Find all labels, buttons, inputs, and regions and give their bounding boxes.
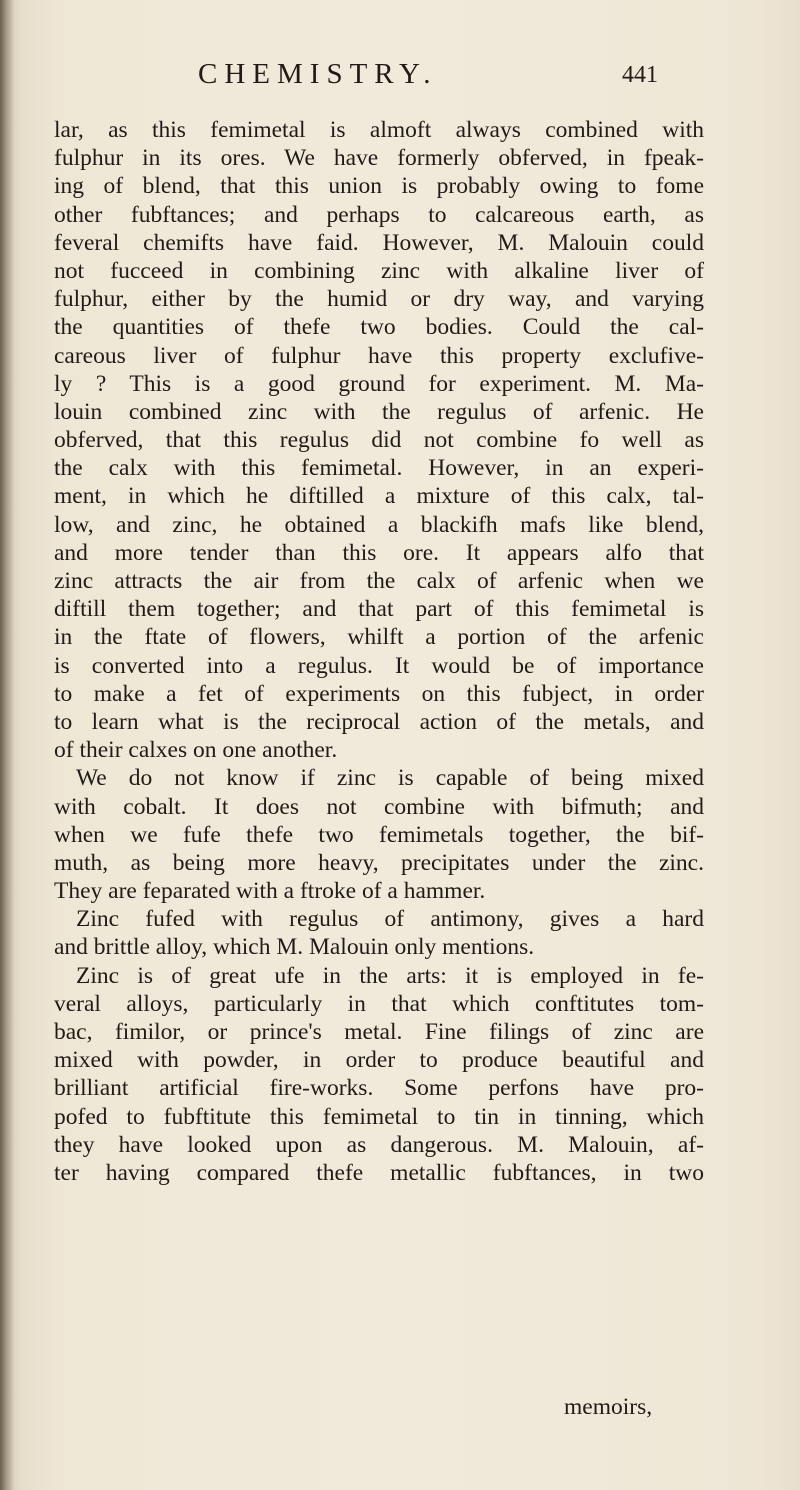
text-line: feveral chemifts have faid. However, M. Malouin could	[54, 229, 704, 256]
text-line: they have looked upon as dangerous. M. Malouin, af-	[54, 1131, 704, 1158]
gutter-shadow	[0, 0, 14, 1490]
text-line: of their calxes on one another.	[54, 737, 338, 764]
text-line: ter having compared thefe metallic fubftances, in two	[54, 1159, 704, 1186]
text-line: veral alloys, particularly in that which conftitutes tom-	[54, 990, 704, 1017]
text-line: other fubftances; and perhaps to calcareous earth, as	[54, 201, 704, 228]
text-line: fulphur, either by the humid or dry way, and varying	[54, 286, 704, 313]
paragraph	[54, 962, 704, 1188]
catchword: memoirs,	[564, 1394, 653, 1420]
text-line: to make a fet of experiments on this fubject, in order	[54, 680, 704, 707]
text-line: We do not know if zinc is capable of being mixed	[76, 765, 704, 792]
text-line: brilliant artificial fire-works. Some perfons have pro-	[54, 1075, 704, 1102]
text-line: obferved, that this regulus did not combine fo well as	[54, 427, 704, 454]
text-line: ly ? This is a good ground for experiment. M. Ma-	[54, 370, 704, 397]
text-line: the calx with this femimetal. However, in an experi-	[54, 455, 704, 482]
text-line: low, and zinc, he obtained a blackifh mafs like blend,	[54, 511, 704, 538]
text-line: not fucceed in combining zinc with alkaline liver of	[54, 257, 704, 284]
text-line: pofed to fubftitute this femimetal to tin in tinning, which	[54, 1103, 704, 1130]
text-line: when we fufe thefe two femimetals together, the bif-	[54, 821, 704, 848]
paragraph	[54, 905, 704, 961]
text-line: lar, as this femimetal is almoft always combined with	[54, 117, 704, 143]
text-line: mixed with powder, in order to produce beautiful and	[54, 1047, 704, 1074]
text-line: zinc attracts the air from the calx of arfenic when we	[54, 568, 704, 594]
text-line: They are feparated with a ftroke of a hammer.	[54, 878, 486, 905]
text-line: is converted into a regulus. It would be of importance	[54, 652, 704, 679]
text-line: and brittle alloy, which M. Malouin only mentions.	[54, 934, 535, 961]
text-line: to learn what is the reciprocal action of the metals, and	[54, 708, 704, 735]
running-title: CHEMISTRY.	[198, 58, 438, 90]
text-line: the quantities of thefe two bodies. Could the cal-	[54, 314, 704, 341]
paragraph	[54, 764, 704, 905]
body-text	[54, 116, 704, 1187]
page-number: 441	[622, 62, 658, 88]
text-line: Zinc is of great ufe in the arts: it is employed in fe-	[76, 962, 704, 989]
text-line: careous liver of fulphur have this property exclufive-	[54, 342, 704, 369]
text-line: and more tender than this ore. It appears alfo that	[54, 539, 704, 566]
text-line: muth, as being more heavy, precipitates under the zinc.	[54, 849, 704, 876]
text-line: Zinc fufed with regulus of antimony, gives a hard	[76, 906, 704, 933]
text-line: louin combined zinc with the regulus of arfenic. He	[54, 398, 704, 425]
text-line: ing of blend, that this union is probably owing to fome	[54, 173, 704, 200]
text-line: ment, in which he diftilled a mixture of this calx, tal-	[54, 483, 704, 510]
text-line: in the ftate of flowers, whilft a portion of the arfenic	[54, 624, 704, 651]
running-head	[0, 58, 800, 92]
paragraph	[54, 116, 704, 764]
text-line: fulphur in its ores. We have formerly obferved, in fpeak-	[54, 145, 704, 172]
text-line: diftill them together; and that part of this femimetal is	[54, 596, 704, 623]
text-line: bac, fimilor, or prince's metal. Fine filings of zinc are	[54, 1019, 704, 1045]
text-line: with cobalt. It does not combine with bifmuth; and	[54, 793, 704, 820]
